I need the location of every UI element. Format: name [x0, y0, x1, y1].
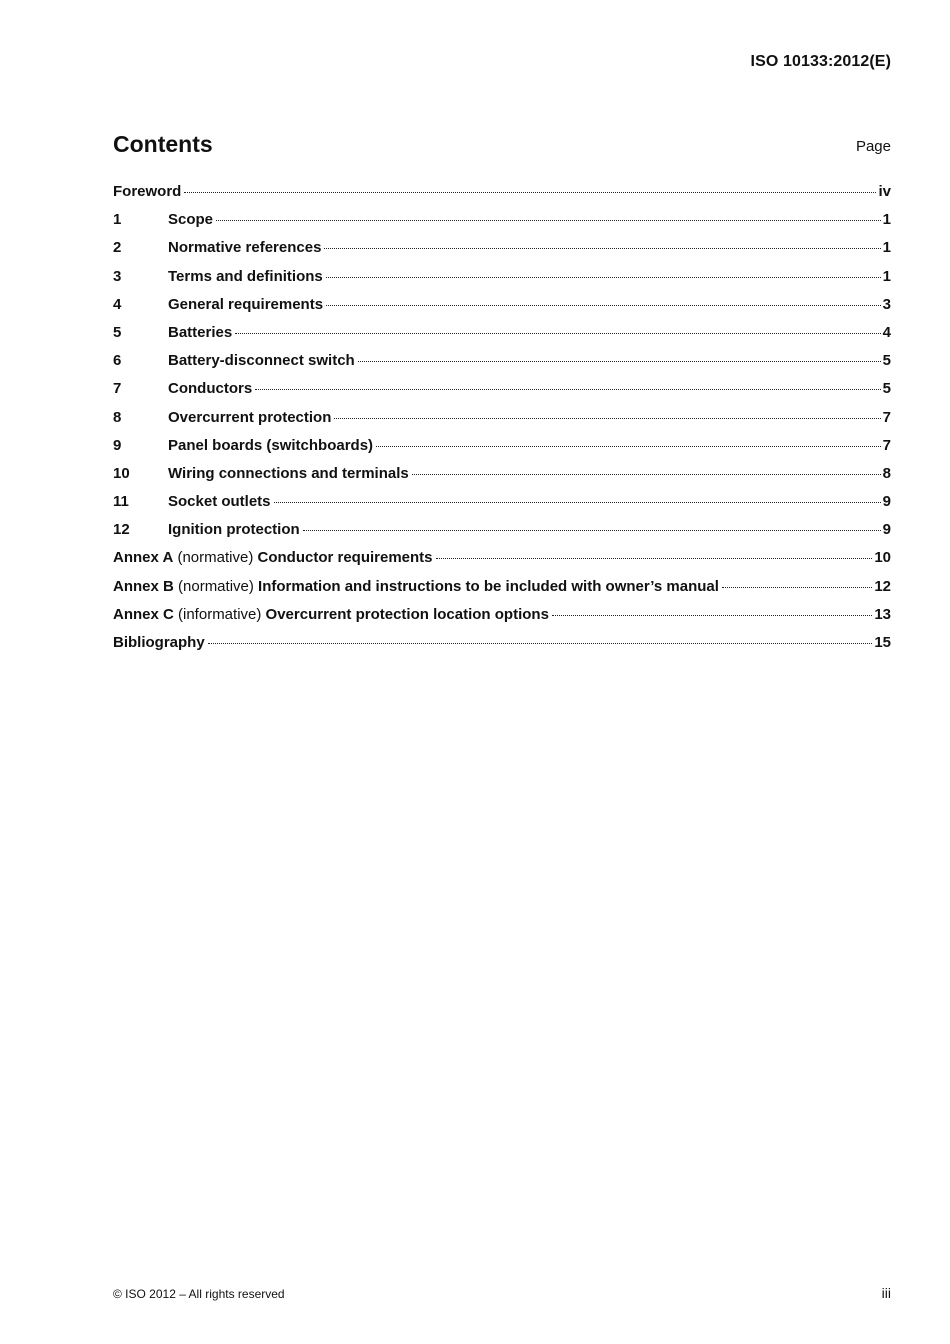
toc-entry-general-requirements[interactable]: [113, 296, 891, 324]
toc-entry-number: 6: [113, 352, 122, 370]
toc-entry-number: 4: [113, 295, 122, 313]
annex-label: Annex B: [113, 577, 174, 595]
toc-entry-wiring-connections[interactable]: [113, 465, 891, 493]
toc-entry-page: 4: [882, 323, 891, 341]
toc-entry-title: Ignition protection: [168, 521, 300, 539]
toc-entry-title: Socket outlets: [168, 493, 271, 511]
annex-heading: [113, 578, 719, 596]
toc-entry-title: Batteries: [168, 323, 233, 341]
toc-entry-overcurrent-protection[interactable]: [113, 409, 891, 437]
toc-entry-conductors[interactable]: [113, 380, 891, 408]
toc-entry-title: General requirements: [168, 295, 324, 313]
annex-heading: [113, 549, 433, 567]
toc-entry-annex-c[interactable]: [113, 606, 891, 634]
annex-heading: [113, 606, 549, 624]
toc-entry-bibliography[interactable]: [113, 634, 891, 662]
toc-entry-title: Foreword: [113, 183, 182, 200]
annex-title: Information and instructions to be included with owner’s manual: [258, 577, 719, 595]
toc-entry-title: Normative references: [168, 239, 322, 257]
toc-entry-page: 15: [874, 634, 891, 651]
dot-leader: [436, 558, 873, 559]
dot-leader: [235, 333, 880, 334]
toc-entry-page: 5: [882, 380, 891, 398]
dot-leader: [722, 587, 872, 588]
toc-entry-page: 7: [882, 436, 891, 454]
toc-entry-number: 9: [113, 436, 122, 454]
toc-entry-annex-b[interactable]: [113, 578, 891, 606]
toc-header: [113, 131, 891, 161]
dot-leader: [326, 277, 881, 278]
toc-entry-annex-a[interactable]: [113, 549, 891, 577]
toc-entry-title: Overcurrent protection: [168, 408, 332, 426]
toc-entry-title: Conductors: [168, 380, 253, 398]
toc-entry-page: 7: [882, 408, 891, 426]
annex-label: Annex A: [113, 549, 174, 567]
dot-leader: [324, 248, 880, 249]
toc-entry-title: Wiring connections and terminals: [168, 464, 409, 482]
annex-title: Overcurrent protection location options: [265, 605, 549, 623]
annex-type: (normative): [178, 577, 254, 595]
toc-entry-title: Bibliography: [113, 634, 205, 651]
toc-entry-number: 2: [113, 239, 122, 257]
toc-entry-panel-boards[interactable]: [113, 437, 891, 465]
dot-leader: [376, 446, 881, 447]
toc-entry-number: 5: [113, 323, 122, 341]
toc-list: [113, 183, 891, 662]
toc-entry-number: 7: [113, 380, 122, 398]
toc-entry-number: 1: [113, 211, 122, 229]
annex-label: Annex C: [113, 605, 174, 623]
toc-entry-foreword[interactable]: [113, 183, 891, 211]
dot-leader: [552, 615, 872, 616]
annex-type: (normative): [177, 549, 254, 567]
toc-entry-title: Terms and definitions: [168, 267, 323, 285]
toc-entry-title: Panel boards (switchboards): [168, 436, 374, 454]
toc-entry-scope[interactable]: [113, 211, 891, 239]
toc-entry-ignition-protection[interactable]: [113, 521, 891, 549]
toc-entry-number: 11: [113, 493, 129, 511]
toc-entry-number: 12: [113, 521, 130, 539]
document-id: ISO 10133:2012(E): [750, 53, 891, 70]
dot-leader: [303, 530, 881, 531]
copyright-notice: © ISO 2012 – All rights reserved: [113, 1287, 285, 1301]
dot-leader: [216, 220, 881, 221]
toc-entry-title: Scope: [168, 211, 214, 229]
annex-title: Conductor requirements: [257, 549, 433, 567]
dot-leader: [358, 361, 881, 362]
dot-leader: [412, 474, 881, 475]
toc-page-column-label: Page: [855, 138, 891, 155]
dot-leader: [184, 192, 876, 193]
toc-entry-page: 13: [874, 605, 891, 623]
toc-entry-page: 9: [882, 521, 891, 539]
toc-entry-page: iv: [878, 183, 891, 200]
toc-entry-page: 12: [874, 577, 891, 595]
toc-entry-page: 9: [882, 493, 891, 511]
toc-entry-number: 8: [113, 408, 122, 426]
toc-entry-page: 10: [874, 549, 891, 567]
page-footer: [113, 1285, 891, 1305]
dot-leader: [334, 418, 880, 419]
toc-entry-terms-and-definitions[interactable]: [113, 268, 891, 296]
annex-type: (informative): [178, 605, 262, 623]
dot-leader: [326, 305, 881, 306]
toc-entry-socket-outlets[interactable]: [113, 493, 891, 521]
toc-entry-page: 8: [882, 464, 891, 482]
toc-entry-page: 1: [882, 211, 891, 229]
toc-entry-title: Battery-disconnect switch: [168, 352, 355, 370]
toc-entry-page: 5: [882, 352, 891, 370]
toc-entry-page: 3: [882, 295, 891, 313]
dot-leader: [255, 389, 880, 390]
dot-leader: [208, 643, 873, 644]
toc-entry-battery-disconnect-switch[interactable]: [113, 352, 891, 380]
toc-entry-number: 3: [113, 267, 122, 285]
toc-title: Contents: [113, 131, 213, 157]
toc-entry-number: 10: [113, 464, 130, 482]
toc-entry-page: 1: [882, 267, 891, 285]
dot-leader: [274, 502, 881, 503]
page-number: iii: [881, 1285, 891, 1301]
toc-entry-batteries[interactable]: [113, 324, 891, 352]
toc-entry-normative-references[interactable]: [113, 239, 891, 267]
toc-entry-page: 1: [882, 239, 891, 257]
